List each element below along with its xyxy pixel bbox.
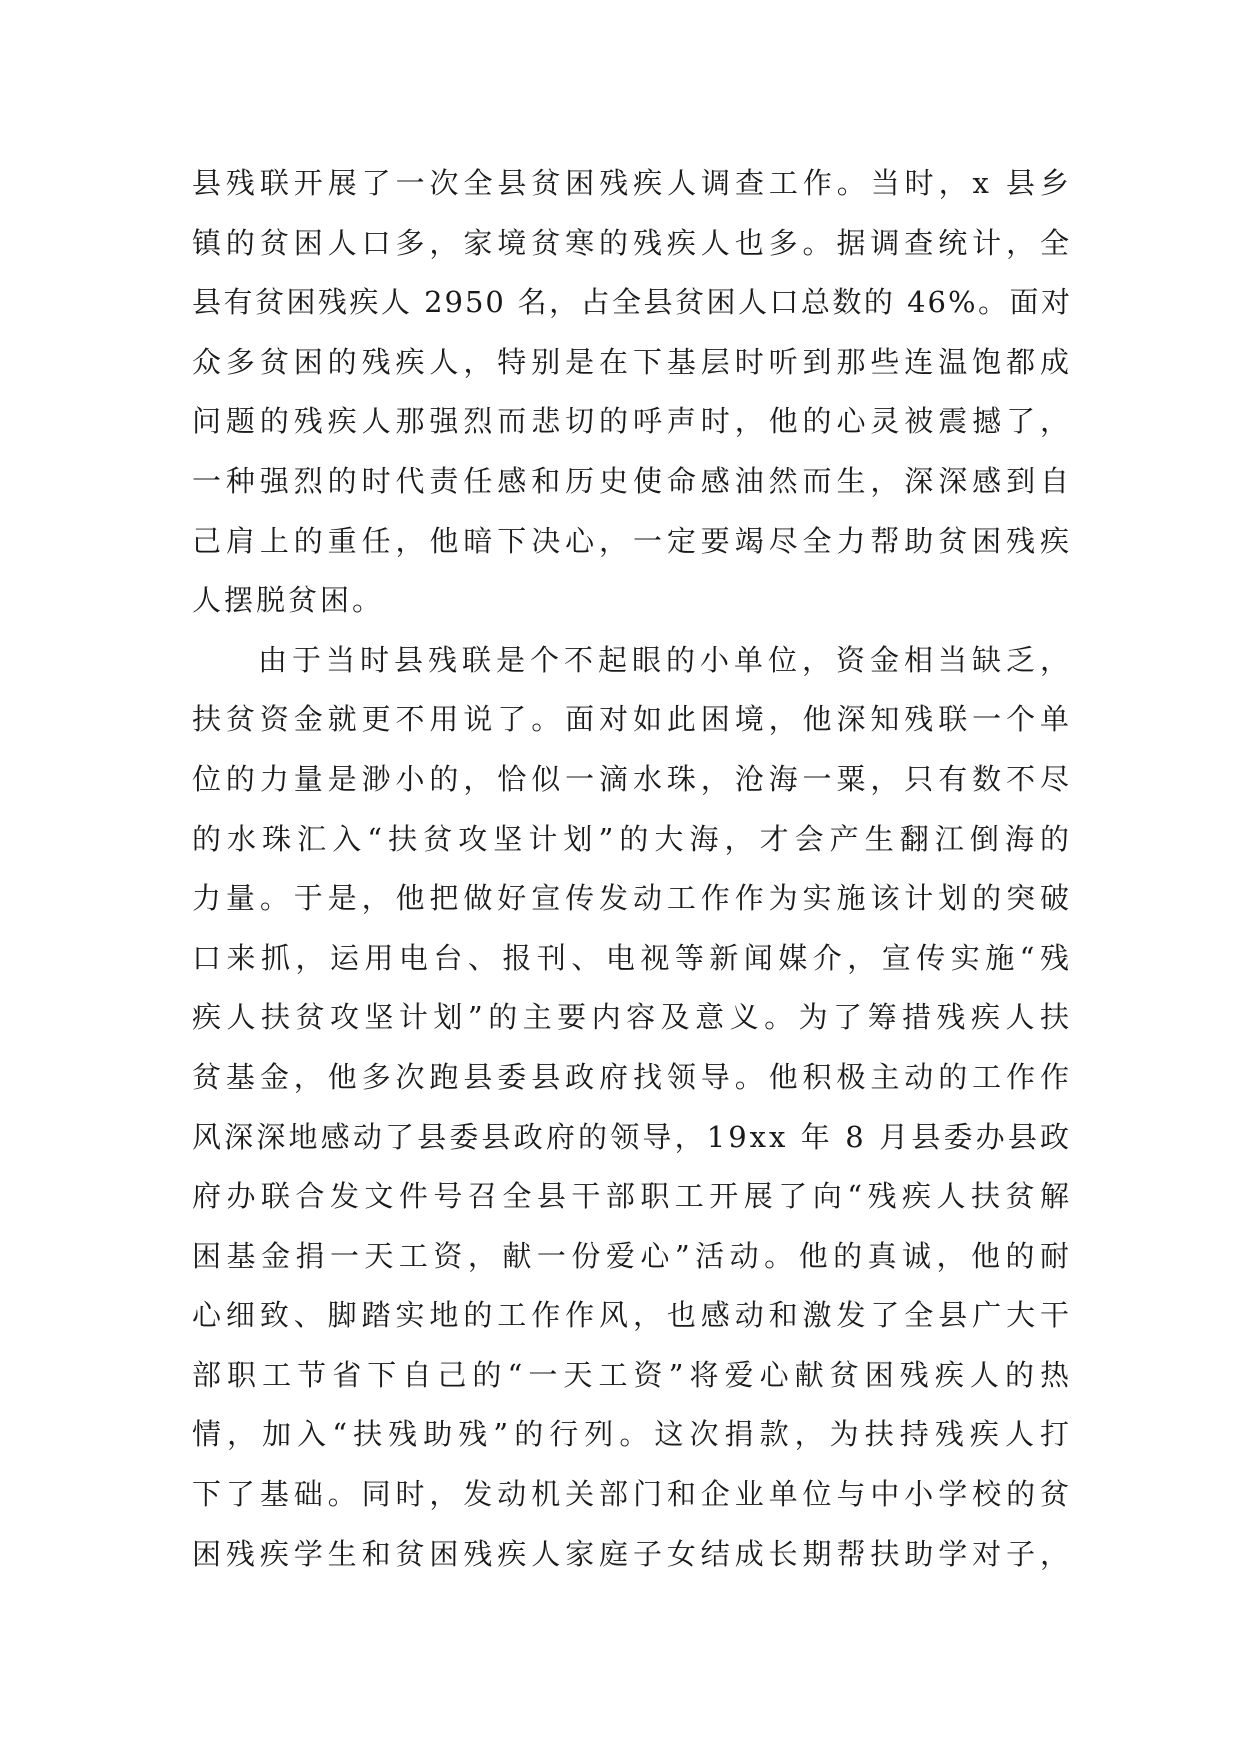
text-line: 问题的残疾人那强烈而悲切的呼声时，他的心灵被震撼了， [192,404,1072,439]
paragraph-2 [192,631,1072,1585]
text-line: 县残联开展了一次全县贫困残疾人调查工作。当时，x 县乡 [192,166,1072,200]
paragraph-1 [192,154,1072,631]
text-line: 镇的贫困人口多，家境贫寒的残疾人也多。据调查统计，全 [192,225,1072,260]
text-line: 的水珠汇入“扶贫攻坚计划”的大海，才会产生翻江倒海的 [192,821,1072,856]
text-line: 众多贫困的残疾人，特别是在下基层时听到那些连温饱都成 [192,344,1072,379]
body-text [192,154,1072,1584]
text-line: 人摆脱贫困。 [192,583,385,618]
text-line: 一种强烈的时代责任感和历史使命感油然而生，深深感到自 [192,463,1072,498]
text-line: 下了基础。同时，发动机关部门和企业单位与中小学校的贫 [192,1477,1072,1512]
text-line: 疾人扶贫攻坚计划”的主要内容及意义。为了筹措残疾人扶 [192,1000,1072,1035]
text-line: 位的力量是渺小的，恰似一滴水珠，沧海一粟，只有数不尽 [192,761,1072,796]
text-line: 县有贫困残疾人 2950 名，占全县贫困人口总数的 46%。面对 [192,285,1072,320]
text-line: 己肩上的重任，他暗下决心，一定要竭尽全力帮助贫困残疾 [192,523,1072,558]
text-line: 府办联合发文件号召全县干部职工开展了向“残疾人扶贫解 [192,1179,1072,1214]
text-line: 部职工节省下自己的“一天工资”将爱心献贫困残疾人的热 [192,1357,1072,1392]
text-line: 困基金捐一天工资，献一份爱心”活动。他的真诚，他的耐 [192,1238,1072,1273]
text-line: 力量。于是，他把做好宣传发动工作作为实施该计划的突破 [192,881,1072,916]
text-line: 情，加入“扶残助残”的行列。这次捐款，为扶持残疾人打 [192,1417,1072,1452]
text-line: 贫基金，他多次跑县委县政府找领导。他积极主动的工作作 [192,1059,1072,1094]
text-line: 风深深地感动了县委县政府的领导，19xx 年 8 月县委办县政 [192,1119,1072,1154]
text-line: 口来抓，运用电台、报刊、电视等新闻媒介，宣传实施“残 [192,940,1072,975]
text-line: 心细致、脚踏实地的工作作风，也感动和激发了全县广大干 [192,1298,1072,1333]
text-line: 由于当时县残联是个不起眼的小单位，资金相当缺乏， [258,642,1072,677]
text-line: 困残疾学生和贫困残疾人家庭子女结成长期帮扶助学对子， [192,1536,1072,1571]
text-line: 扶贫资金就更不用说了。面对如此困境，他深知残联一个单 [192,702,1072,737]
